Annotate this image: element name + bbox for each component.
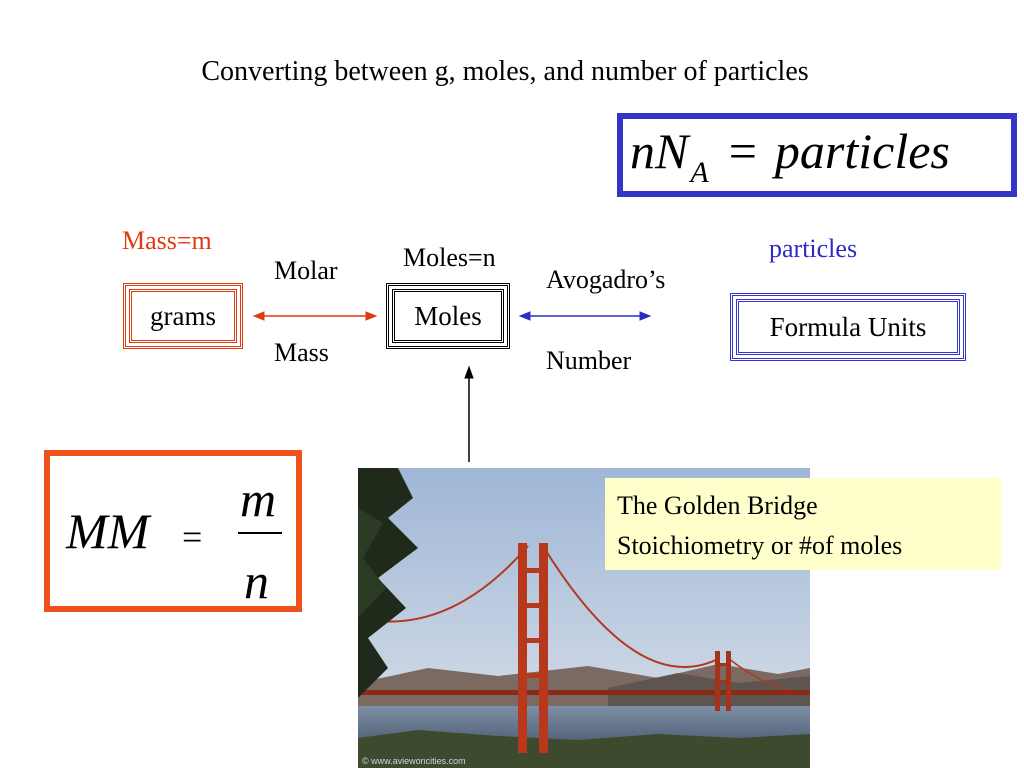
formula-mm-equals: = <box>182 517 203 557</box>
formula-nn: nN <box>630 123 689 179</box>
number-label: Number <box>546 346 632 375</box>
caption-line-2: Stoichiometry or #of moles <box>617 531 903 560</box>
fraction-bar <box>238 532 282 534</box>
formula-subscript-a: A <box>690 156 709 189</box>
bridge-to-moles-arrow <box>465 367 473 462</box>
caption-line-1: The Golden Bridge <box>617 491 818 520</box>
formula-numerator-m: m <box>240 471 277 527</box>
formula-particles: particles <box>774 123 950 179</box>
mass-label: Mass=m <box>122 226 212 255</box>
photo-caption <box>605 478 1001 570</box>
grams-text: grams <box>129 289 237 343</box>
photo-watermark: © www.aviewoncities.com <box>362 756 466 766</box>
formula-equals: = <box>728 123 757 179</box>
particles-label: particles <box>769 234 858 263</box>
formula-denominator-n: n <box>244 553 269 609</box>
moles-n-label: Moles=n <box>403 243 496 272</box>
avogadros-label: Avogadro’s <box>546 265 666 294</box>
formula-mm: MM <box>66 503 150 559</box>
formula-units-text: Formula Units <box>736 299 960 355</box>
moles-text: Moles <box>392 289 504 343</box>
molar-label: Molar <box>274 256 338 285</box>
moles-particles-arrow <box>520 312 650 320</box>
mass-word-label: Mass <box>274 338 329 367</box>
grams-moles-arrow <box>254 312 376 320</box>
page-title: Converting between g, moles, and number of particles <box>201 56 809 87</box>
